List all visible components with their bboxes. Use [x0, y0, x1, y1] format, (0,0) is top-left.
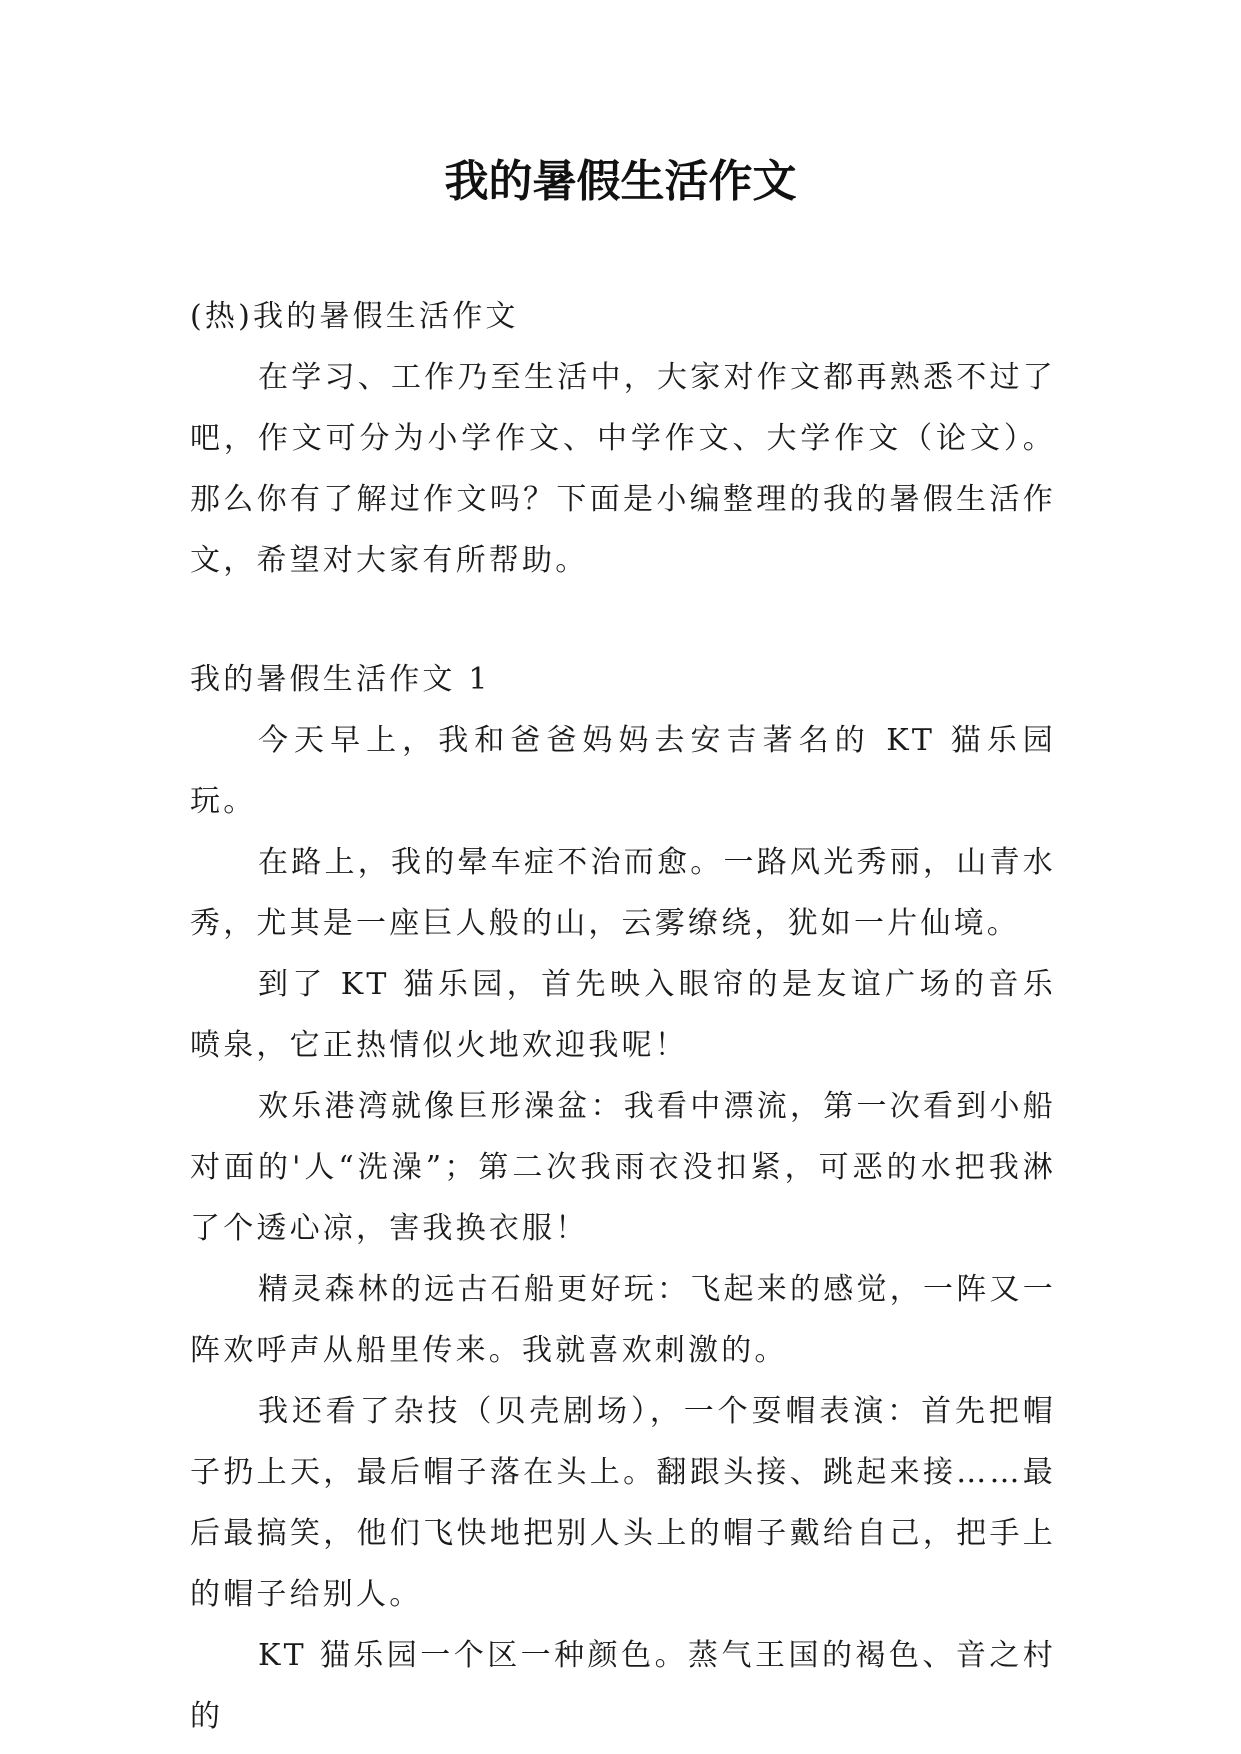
essay-1-paragraph: 今天早上，我和爸爸妈妈去安吉著名的 KT 猫乐园玩。	[190, 723, 1056, 819]
essay-1-paragraph: 欢乐港湾就像巨形澡盆：我看中漂流，第一次看到小船对面的'人“洗澡”；第二次我雨衣没扣紧，可恶的水把我淋了个透心凉，害我换衣服！	[190, 1089, 1056, 1246]
document-title: 我的暑假生活作文	[444, 156, 797, 207]
essay-1-paragraph: 精灵森林的远古石船更好玩：飞起来的感觉，一阵又一阵欢呼声从船里传来。我就喜欢刺激的。	[190, 1272, 1056, 1368]
document-body	[190, 286, 1056, 1747]
essay-1-heading: 我的暑假生活作文 1	[190, 662, 491, 697]
essay-1-paragraph: 在路上，我的晕车症不治而愈。一路风光秀丽，山青水秀，尤其是一座巨人般的山，云雾缭绕，犹如一片仙境。	[190, 845, 1056, 941]
essay-1-paragraph: KT 猫乐园一个区一种颜色。蒸气王国的褐色、音之村的	[190, 1638, 1056, 1734]
intro-paragraph: 在学习、工作乃至生活中，大家对作文都再熟悉不过了吧，作文可分为小学作文、中学作文、大学作文（论文）。那么你有了解过作文吗？下面是小编整理的我的暑假生活作文，希望对大家有所帮助。	[190, 360, 1056, 578]
intro-heading: (热)我的暑假生活作文	[190, 299, 519, 334]
essay-1-paragraph: 我还看了杂技（贝壳剧场），一个耍帽表演：首先把帽子扔上天，最后帽子落在头上。翻跟头接、跳起来接……最后最搞笑，他们飞快地把别人头上的帽子戴给自己，把手上的帽子给别人。	[190, 1394, 1056, 1612]
section-spacer	[190, 591, 1056, 649]
essay-1-paragraph: 到了 KT 猫乐园，首先映入眼帘的是友谊广场的音乐喷泉，它正热情似火地欢迎我呢！	[190, 967, 1056, 1063]
